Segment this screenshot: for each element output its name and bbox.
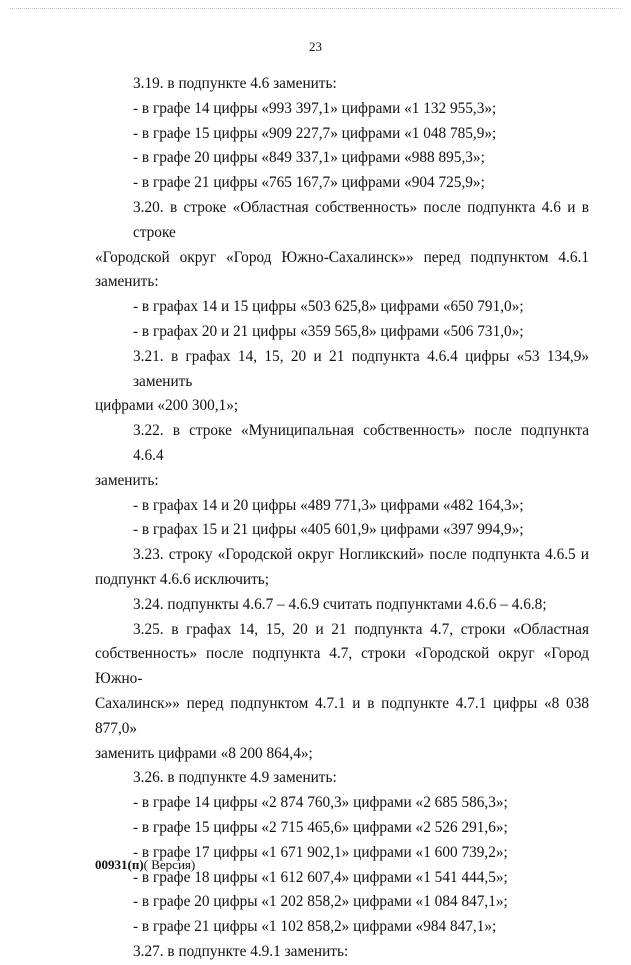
paragraph-item: 3.22. в строке «Муниципальная собственность» после подпункта 4.6.4 — [133, 422, 589, 464]
paragraph-item: 3.26. в подпункте 4.9 заменить: — [133, 769, 337, 787]
list-item: - в графе 21 цифры «765 167,7» цифрами «904 725,9»; — [133, 174, 485, 192]
paragraph-item: 3.20. в строке «Областная собственность» после подпункта 4.6 и в строке — [133, 198, 589, 241]
list-item: - в графе 15 цифры «2 715 465,6» цифрами «2 526 291,6»; — [133, 818, 508, 836]
list-item: - в графе 14 цифры «2 874 760,3» цифрами «2 685 586,3»; — [133, 794, 508, 812]
list-item: - в графе 14 цифры «993 397,1» цифрами «1 132 955,3»; — [133, 99, 497, 117]
list-item: - в графах 14 и 20 цифры «489 771,3» цифрами «482 164,3»; — [133, 496, 524, 514]
paragraph-item: 3.19. в подпункте 4.6 заменить: — [133, 75, 337, 92]
list-item: - в графе 21 цифры «1 102 858,2» цифрами «984 847,1»; — [133, 918, 497, 936]
paragraph-item: 3.27. в подпункте 4.9.1 заменить: — [133, 942, 349, 960]
paragraph-continuation: «Городской округ «Город Южно-Сахалинск»» перед подпунктом 4.6.1 — [95, 248, 589, 266]
paragraph-item: 3.21. в графах 14, 15, 20 и 21 подпункта 4.6.4 цифры «53 134,9» заменить — [133, 347, 589, 390]
paragraph-item: 3.24. подпункты 4.6.7 – 4.6.9 считать подпунктами 4.6.6 – 4.6.8; — [133, 595, 547, 613]
document-code: 00931(п) — [95, 857, 144, 872]
paragraph-continuation: цифрами «200 300,1»; — [95, 397, 239, 415]
page-top-border — [10, 8, 621, 9]
paragraph-item: 3.23. строку «Городской округ Ногликский» после подпункта 4.6.5 и — [133, 546, 589, 564]
paragraph-continuation: Сахалинск»» перед подпунктом 4.7.1 и в подпункте 4.7.1 цифры «8 038 877,0» — [95, 694, 589, 737]
document-footer — [95, 857, 195, 873]
document-body — [95, 72, 589, 965]
list-item: - в графах 14 и 15 цифры «503 625,8» цифрами «650 791,0»; — [133, 298, 524, 316]
list-item: - в графах 15 и 21 цифры «405 601,9» цифрами «397 994,9»; — [133, 521, 524, 539]
paragraph-continuation: заменить: — [95, 471, 159, 489]
paragraph-continuation: собственность» после подпункта 4.7, строки «Городской округ «Город Южно- — [95, 645, 589, 688]
list-item: - в графе 17 цифры «1 671 902,1» цифрами «1 600 739,2»; — [133, 843, 508, 861]
list-item: - в графах 20 и 21 цифры «359 565,8» цифрами «506 731,0»; — [133, 322, 524, 340]
document-version: ( Версия) — [143, 857, 196, 872]
paragraph-continuation: заменить цифрами «8 200 864,4»; — [95, 744, 313, 762]
list-item: - в графе 15 цифры «909 227,7» цифрами «1 048 785,9»; — [133, 124, 497, 142]
list-item: - в графе 20 цифры «1 202 858,2» цифрами «1 084 847,1»; — [133, 893, 508, 911]
paragraph-item: 3.25. в графах 14, 15, 20 и 21 подпункта 4.7, строки «Областная — [133, 620, 589, 638]
page-number: 23 — [309, 39, 322, 54]
list-item: - в графе 20 цифры «849 337,1» цифрами «988 895,3»; — [133, 149, 485, 167]
paragraph-continuation: заменить: — [95, 273, 159, 291]
list-item: - в графе 18 цифры «1 612 607,4» цифрами «1 541 444,5»; — [133, 868, 508, 886]
paragraph-continuation: подпункт 4.6.6 исключить; — [95, 570, 270, 588]
